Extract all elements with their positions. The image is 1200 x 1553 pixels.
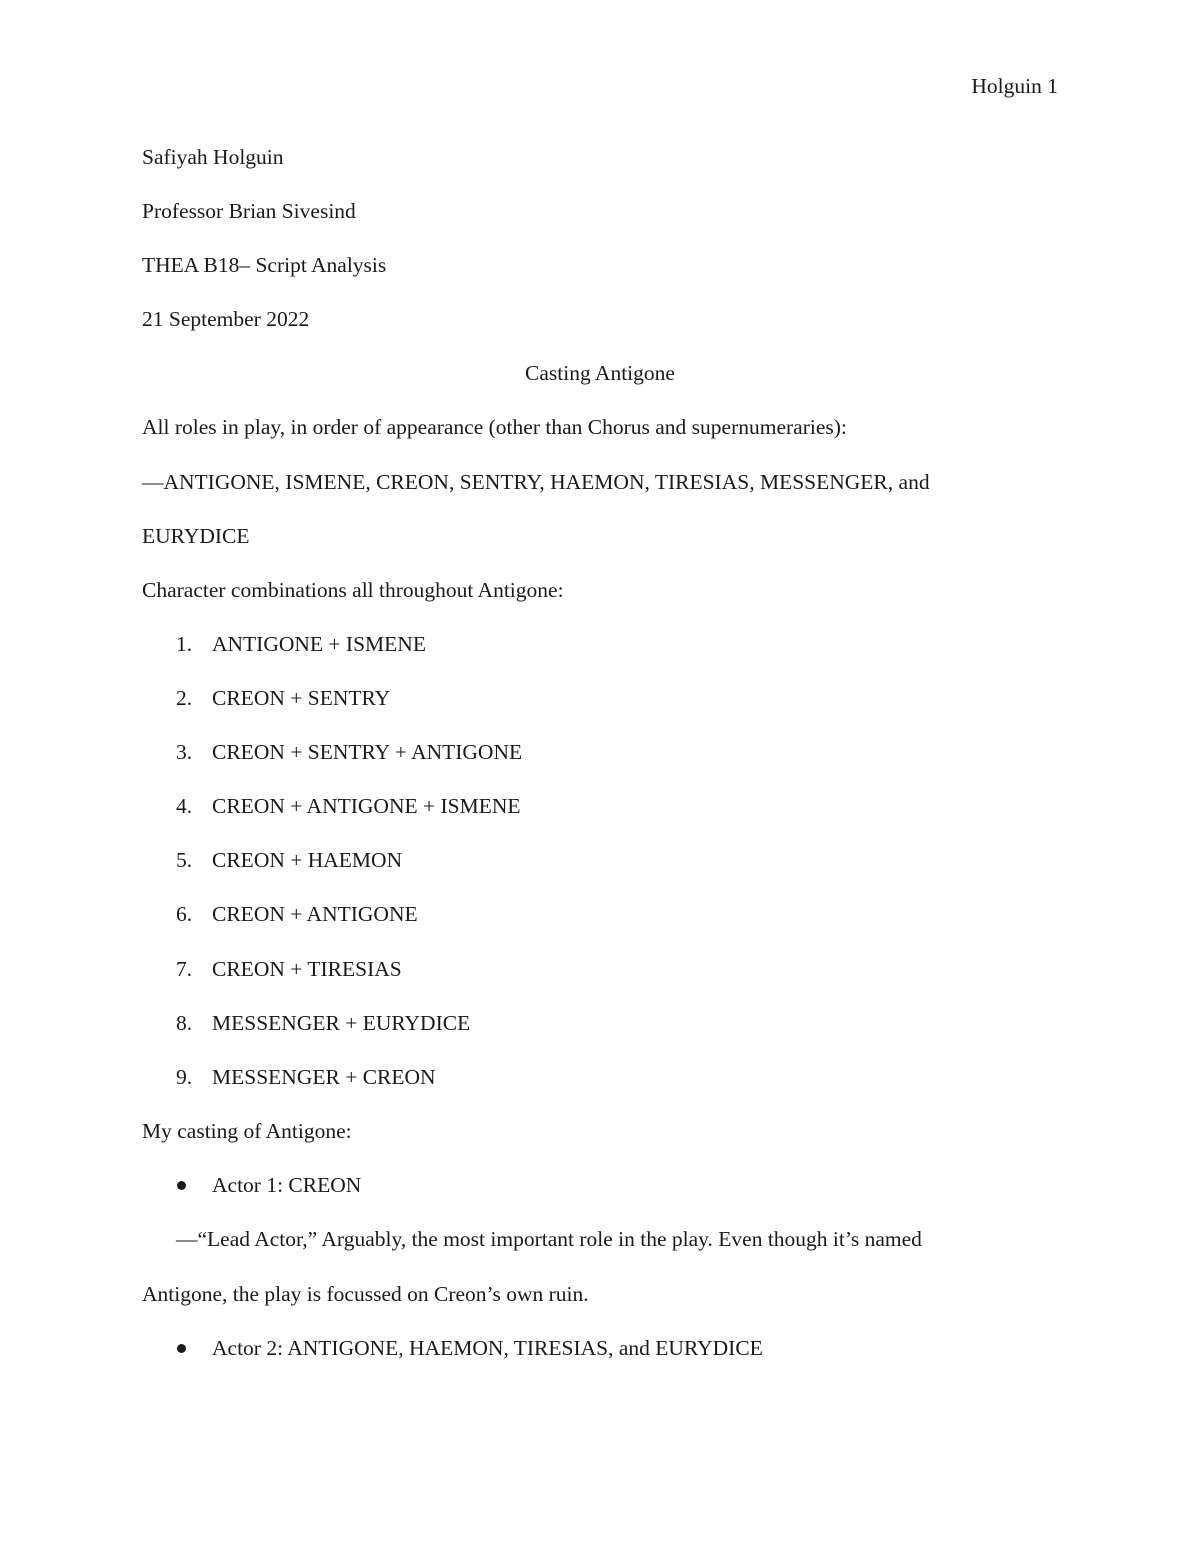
list-text: ANTIGONE + ISMENE xyxy=(212,632,426,656)
list-item xyxy=(0,899,1200,929)
casting-intro: My casting of Antigone: xyxy=(142,1119,352,1143)
running-head: Holguin 1 xyxy=(971,74,1058,98)
list-text: MESSENGER + EURYDICE xyxy=(212,1011,471,1035)
bullet-item xyxy=(0,1170,1200,1200)
roles-intro: All roles in play, in order of appearance (other than Chorus and supernumeraries): xyxy=(142,415,847,439)
actor1-note-line-2: Antigone, the play is focussed on Creon’s own ruin. xyxy=(142,1282,589,1306)
list-item xyxy=(0,954,1200,984)
list-text: CREON + ANTIGONE + ISMENE xyxy=(212,794,521,818)
roles-list-line-2: EURYDICE xyxy=(142,524,250,548)
list-item xyxy=(0,1008,1200,1038)
list-number: 4. xyxy=(176,794,193,818)
list-number: 1. xyxy=(176,632,193,656)
bullet-item xyxy=(0,1333,1200,1363)
list-text: MESSENGER + CREON xyxy=(212,1065,436,1089)
course-name: THEA B18– Script Analysis xyxy=(142,253,387,277)
page-title: Casting Antigone xyxy=(525,361,675,385)
list-text: CREON + TIRESIAS xyxy=(212,957,402,981)
list-item xyxy=(0,629,1200,659)
bullet-icon xyxy=(177,1181,186,1190)
bullet-icon xyxy=(177,1344,186,1353)
list-number: 2. xyxy=(176,686,193,710)
list-number: 8. xyxy=(176,1011,193,1035)
list-text: CREON + SENTRY + ANTIGONE xyxy=(212,740,523,764)
actor1-note-line-1: —“Lead Actor,” Arguably, the most important role in the play. Even though it’s named xyxy=(176,1227,922,1251)
list-number: 3. xyxy=(176,740,193,764)
list-text: CREON + ANTIGONE xyxy=(212,902,418,926)
list-number: 7. xyxy=(176,957,193,981)
bullet-text: Actor 1: CREON xyxy=(212,1173,362,1197)
date: 21 September 2022 xyxy=(142,307,310,331)
list-item xyxy=(0,737,1200,767)
list-item xyxy=(0,791,1200,821)
roles-list-line-1: —ANTIGONE, ISMENE, CREON, SENTRY, HAEMON, TIRESIAS, MESSENGER, and xyxy=(142,470,930,494)
list-number: 6. xyxy=(176,902,193,926)
list-number: 9. xyxy=(176,1065,193,1089)
list-item xyxy=(0,683,1200,713)
list-item xyxy=(0,845,1200,875)
student-name: Safiyah Holguin xyxy=(142,145,284,169)
list-number: 5. xyxy=(176,848,193,872)
list-item xyxy=(0,1062,1200,1092)
professor-name: Professor Brian Sivesind xyxy=(142,199,356,223)
combinations-intro: Character combinations all throughout Antigone: xyxy=(142,578,564,602)
list-text: CREON + HAEMON xyxy=(212,848,403,872)
list-text: CREON + SENTRY xyxy=(212,686,391,710)
bullet-text: Actor 2: ANTIGONE, HAEMON, TIRESIAS, and EURYDICE xyxy=(212,1336,763,1360)
